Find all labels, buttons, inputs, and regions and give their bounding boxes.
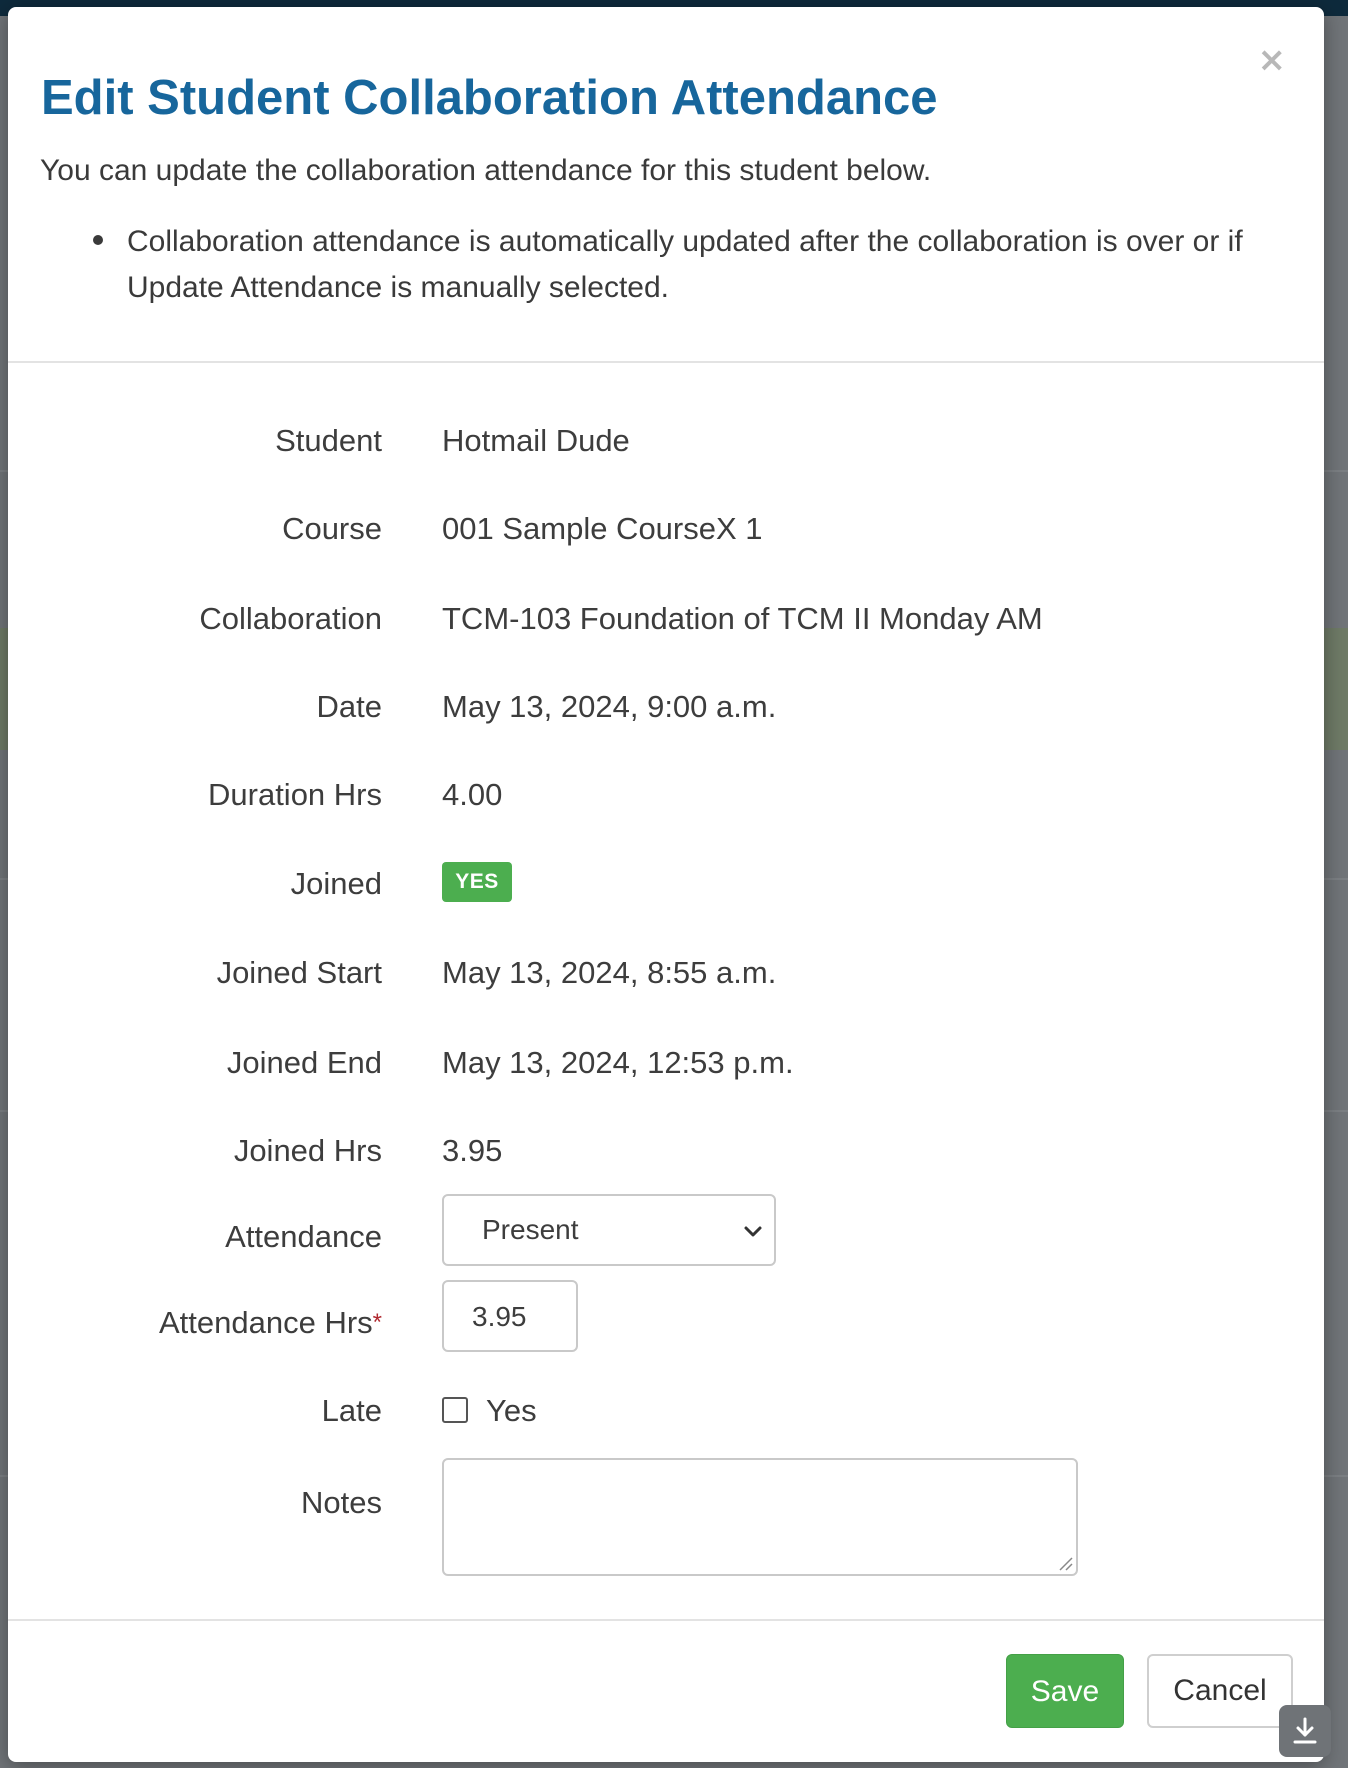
attendance-label: Attendance	[225, 1219, 382, 1254]
joined-hrs-value: 3.95	[442, 1133, 503, 1168]
save-button[interactable]: Save	[1006, 1654, 1124, 1728]
duration-label: Duration Hrs	[208, 777, 382, 812]
joined-end-value: May 13, 2024, 12:53 p.m.	[442, 1045, 794, 1080]
download-icon	[1291, 1716, 1319, 1746]
download-button[interactable]	[1279, 1705, 1331, 1757]
course-label: Course	[282, 511, 382, 546]
attendance-hrs-input-value: 3.95	[472, 1301, 527, 1332]
course-value: 001 Sample CourseX 1	[442, 511, 763, 546]
footer-divider	[8, 1619, 1324, 1621]
joined-hrs-label: Joined Hrs	[233, 1133, 382, 1168]
collaboration-value: TCM-103 Foundation of TCM II Monday AM	[442, 601, 1043, 636]
modal-title: Edit Student Collaboration Attendance	[41, 71, 938, 125]
date-label: Date	[316, 689, 382, 724]
notes-label: Notes	[301, 1485, 382, 1520]
resize-handle-icon[interactable]	[1057, 1555, 1073, 1571]
student-value: Hotmail Dude	[442, 423, 630, 458]
late-checkbox[interactable]	[442, 1397, 468, 1423]
modal-header	[8, 7, 1324, 363]
attendance-hrs-label-text: Attendance Hrs	[158, 1305, 373, 1340]
chevron-down-icon	[740, 1218, 766, 1244]
date-value: May 13, 2024, 9:00 a.m.	[442, 689, 777, 724]
bullet-icon	[93, 235, 103, 245]
required-marker: *	[372, 1309, 382, 1336]
attendance-hrs-label	[159, 1305, 382, 1341]
attendance-selected-value: Present	[482, 1214, 579, 1245]
notes-textarea[interactable]	[442, 1458, 1078, 1576]
duration-value: 4.00	[442, 777, 503, 812]
close-icon[interactable]: ×	[1257, 40, 1286, 80]
late-checkbox-label[interactable]: Yes	[486, 1393, 537, 1428]
attendance-hrs-input[interactable]	[442, 1280, 578, 1352]
joined-label: Joined	[290, 866, 382, 901]
info-bullet-text: Collaboration attendance is automatically updated after the collaboration is over or if Update Attendance is manually selected.	[127, 225, 1243, 304]
late-label: Late	[321, 1393, 382, 1428]
collaboration-label: Collaboration	[199, 601, 382, 636]
attendance-select[interactable]	[442, 1194, 776, 1266]
edit-attendance-modal	[8, 7, 1324, 1762]
joined-status-badge: YES	[442, 862, 512, 902]
cancel-button[interactable]: Cancel	[1147, 1654, 1293, 1728]
joined-end-label: Joined End	[226, 1045, 382, 1080]
modal-intro-text: You can update the collaboration attendance for this student below.	[40, 154, 932, 187]
joined-start-label: Joined Start	[216, 955, 382, 990]
joined-start-value: May 13, 2024, 8:55 a.m.	[442, 955, 777, 990]
student-label: Student	[275, 423, 382, 458]
